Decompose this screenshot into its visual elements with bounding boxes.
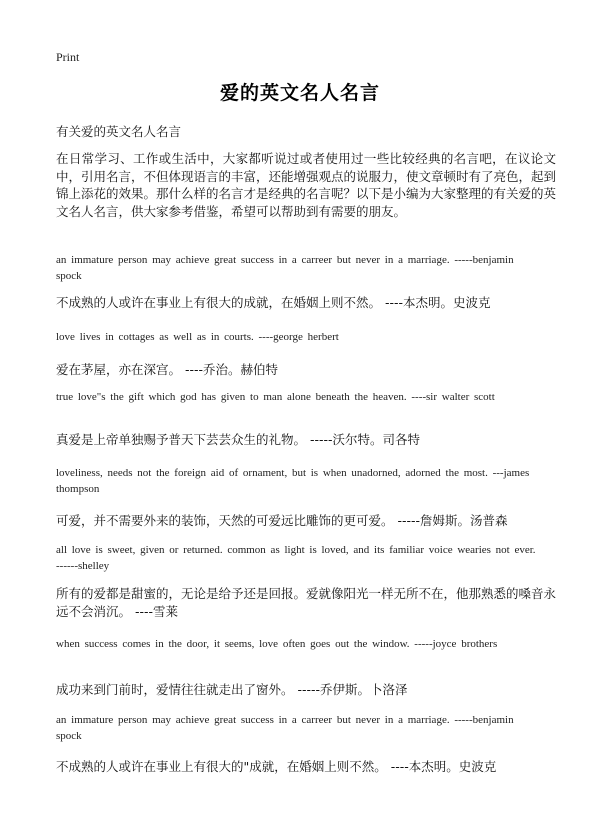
quote-zh: 不成熟的人或许在事业上有很大的成就，在婚姻上则不然。 ----本杰明。史波克 bbox=[56, 295, 491, 310]
quote-en: love lives in cottages as well as in courts. ----george herbert bbox=[56, 331, 339, 343]
print-label: Print bbox=[56, 50, 80, 64]
quote-en: an immature person may achieve great success in a carreer but never in a marriage. -----benjamin spock bbox=[56, 714, 514, 742]
quote-zh: 不成熟的人或许在事业上有很大的"成就，在婚姻上则不然。 ----本杰明。史波克 bbox=[56, 759, 497, 774]
quote-zh: 真爱是上帝单独赐予普天下芸芸众生的礼物。 -----沃尔特。司各特 bbox=[56, 432, 421, 447]
subtitle: 有关爱的英文名人名言 bbox=[56, 124, 182, 139]
quote-zh: 可爱，并不需要外来的装饰，天然的可爱远比雕饰的更可爱。 -----詹姆斯。汤普森 bbox=[56, 513, 508, 528]
page-title: 爱的英文名人名言 bbox=[219, 82, 380, 104]
quote-en: when success comes in the door, it seems, love often goes out the window. -----joyce brothers bbox=[56, 638, 498, 650]
quote-en: true love"s the gift which god has given to man alone beneath the heaven. ----sir walter scott bbox=[56, 391, 495, 403]
quote-zh: 爱在茅屋，亦在深宫。 ----乔治。赫伯特 bbox=[56, 362, 279, 377]
quote-en: an immature person may achieve great success in a carreer but never in a marriage. -----benjamin spock bbox=[56, 254, 514, 282]
quote-en: loveliness, needs not the foreign aid of ornament, but is when unadorned, adorned the most. ---james thompson bbox=[56, 467, 530, 495]
quote-zh: 成功来到门前时，爱情往往就走出了窗外。 -----乔伊斯。卜洛泽 bbox=[56, 682, 408, 697]
quote-zh: 所有的爱都是甜蜜的，无论是给予还是回报。爱就像阳光一样无所不在，他那熟悉的嗓音永远不会消沉。 ----雪莱 bbox=[56, 586, 557, 619]
intro-paragraph: 在日常学习、工作或生活中，大家都听说过或者使用过一些比较经典的名言吧，在议论文中，引用名言，不但体现语言的丰富，还能增强观点的说服力，使文章顿时有了亮色，起到锦上添花的效果。那什么样的名言才是经典的名言呢？以下是小编为大家整理的有关爱的英文名人名言，供大家参考借鉴，希望可以帮助到有需要的朋友。 bbox=[56, 151, 557, 219]
quote-en: all love is sweet, given or returned. common as light is loved, and its familiar voice wearies not ever. ------shelley bbox=[56, 544, 536, 572]
